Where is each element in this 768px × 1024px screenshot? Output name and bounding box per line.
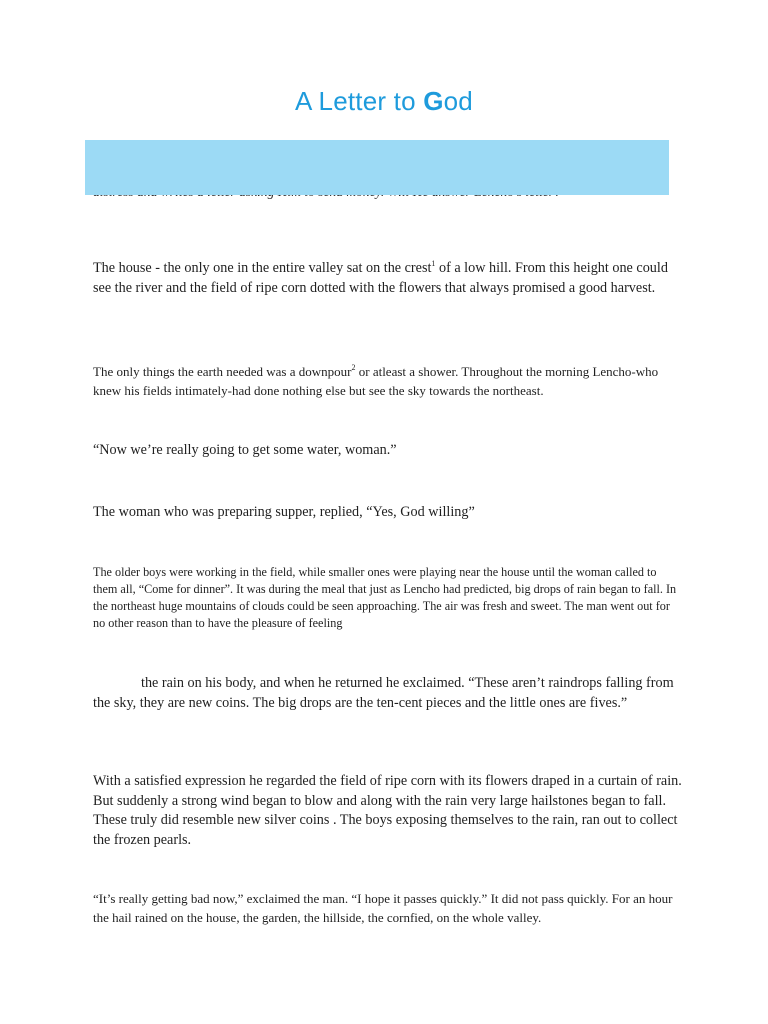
title-text-before: A Letter to (295, 86, 424, 116)
paragraph-woman-reply: The woman who was preparing supper, replied, “Yes, God willing” (93, 504, 475, 520)
paragraph-hail-valley: “It’s really getting bad now,” exclaimed the man. “I hope it passes quickly.” It did not pass quickly. For an hour the hail rained on the house, the garden, the hillside, the cornfied, on the whole valley. (93, 891, 673, 925)
paragraph-house-text-a: The house - the only one in the entire valley sat on the crest (93, 260, 432, 276)
paragraph-downpour-text-a: The only things the earth needed was a downpour (93, 364, 352, 379)
footnote-marker-1: 1 (431, 259, 436, 268)
paragraph-house (93, 259, 683, 298)
footnote-marker-2: 2 (351, 363, 356, 372)
paragraph-new-coins: the rain on his body, and when he returned he exclaimed. “These aren’t raindrops falling from the sky, they are new coins. The big drops are the ten-cent pieces and the little ones are fives.” (93, 675, 674, 711)
paragraph-water-quote: “Now we’re really going to get some water, woman.” (93, 442, 397, 458)
paragraph-downpour (93, 362, 683, 400)
paragraph-rain-begins: The older boys were working in the field, while smaller ones were playing near the house until the woman called to them all, “Come for dinner”. It was during the meal that just as Lencho had predicted, big drops of rain began to fall. In the northeast huge mountains of clouds could be seen approaching. The air was fresh and sweet. The man went out for no other reason than to have the pleasure of feeling (93, 565, 677, 630)
paragraph-hailstones: With a satisfied expression he regarded the field of ripe corn with its flowers draped in a curtain of rain. But suddenly a strong wind began to blow and along with the rain very large hailstones began to fall. These truly did resemble new silver coins . The boys exposing themselves to the rain, ran out to collect the frozen pearls. (93, 773, 682, 848)
title-text-after: od (443, 86, 473, 116)
paragraph-downpour-text-b: or atleast a shower. Throughout the morning Lencho-who knew his fields intimately-had done nothing else but see the sky towards the northeast. (93, 364, 659, 398)
title-initial: G (423, 86, 444, 116)
intro-highlight-band (85, 140, 669, 195)
paragraph-house-text-b: of a low hill. From this height one could see the river and the field of ripe corn dotted with the flowers that always promised a good harvest. (93, 260, 668, 296)
page-title (0, 86, 768, 117)
